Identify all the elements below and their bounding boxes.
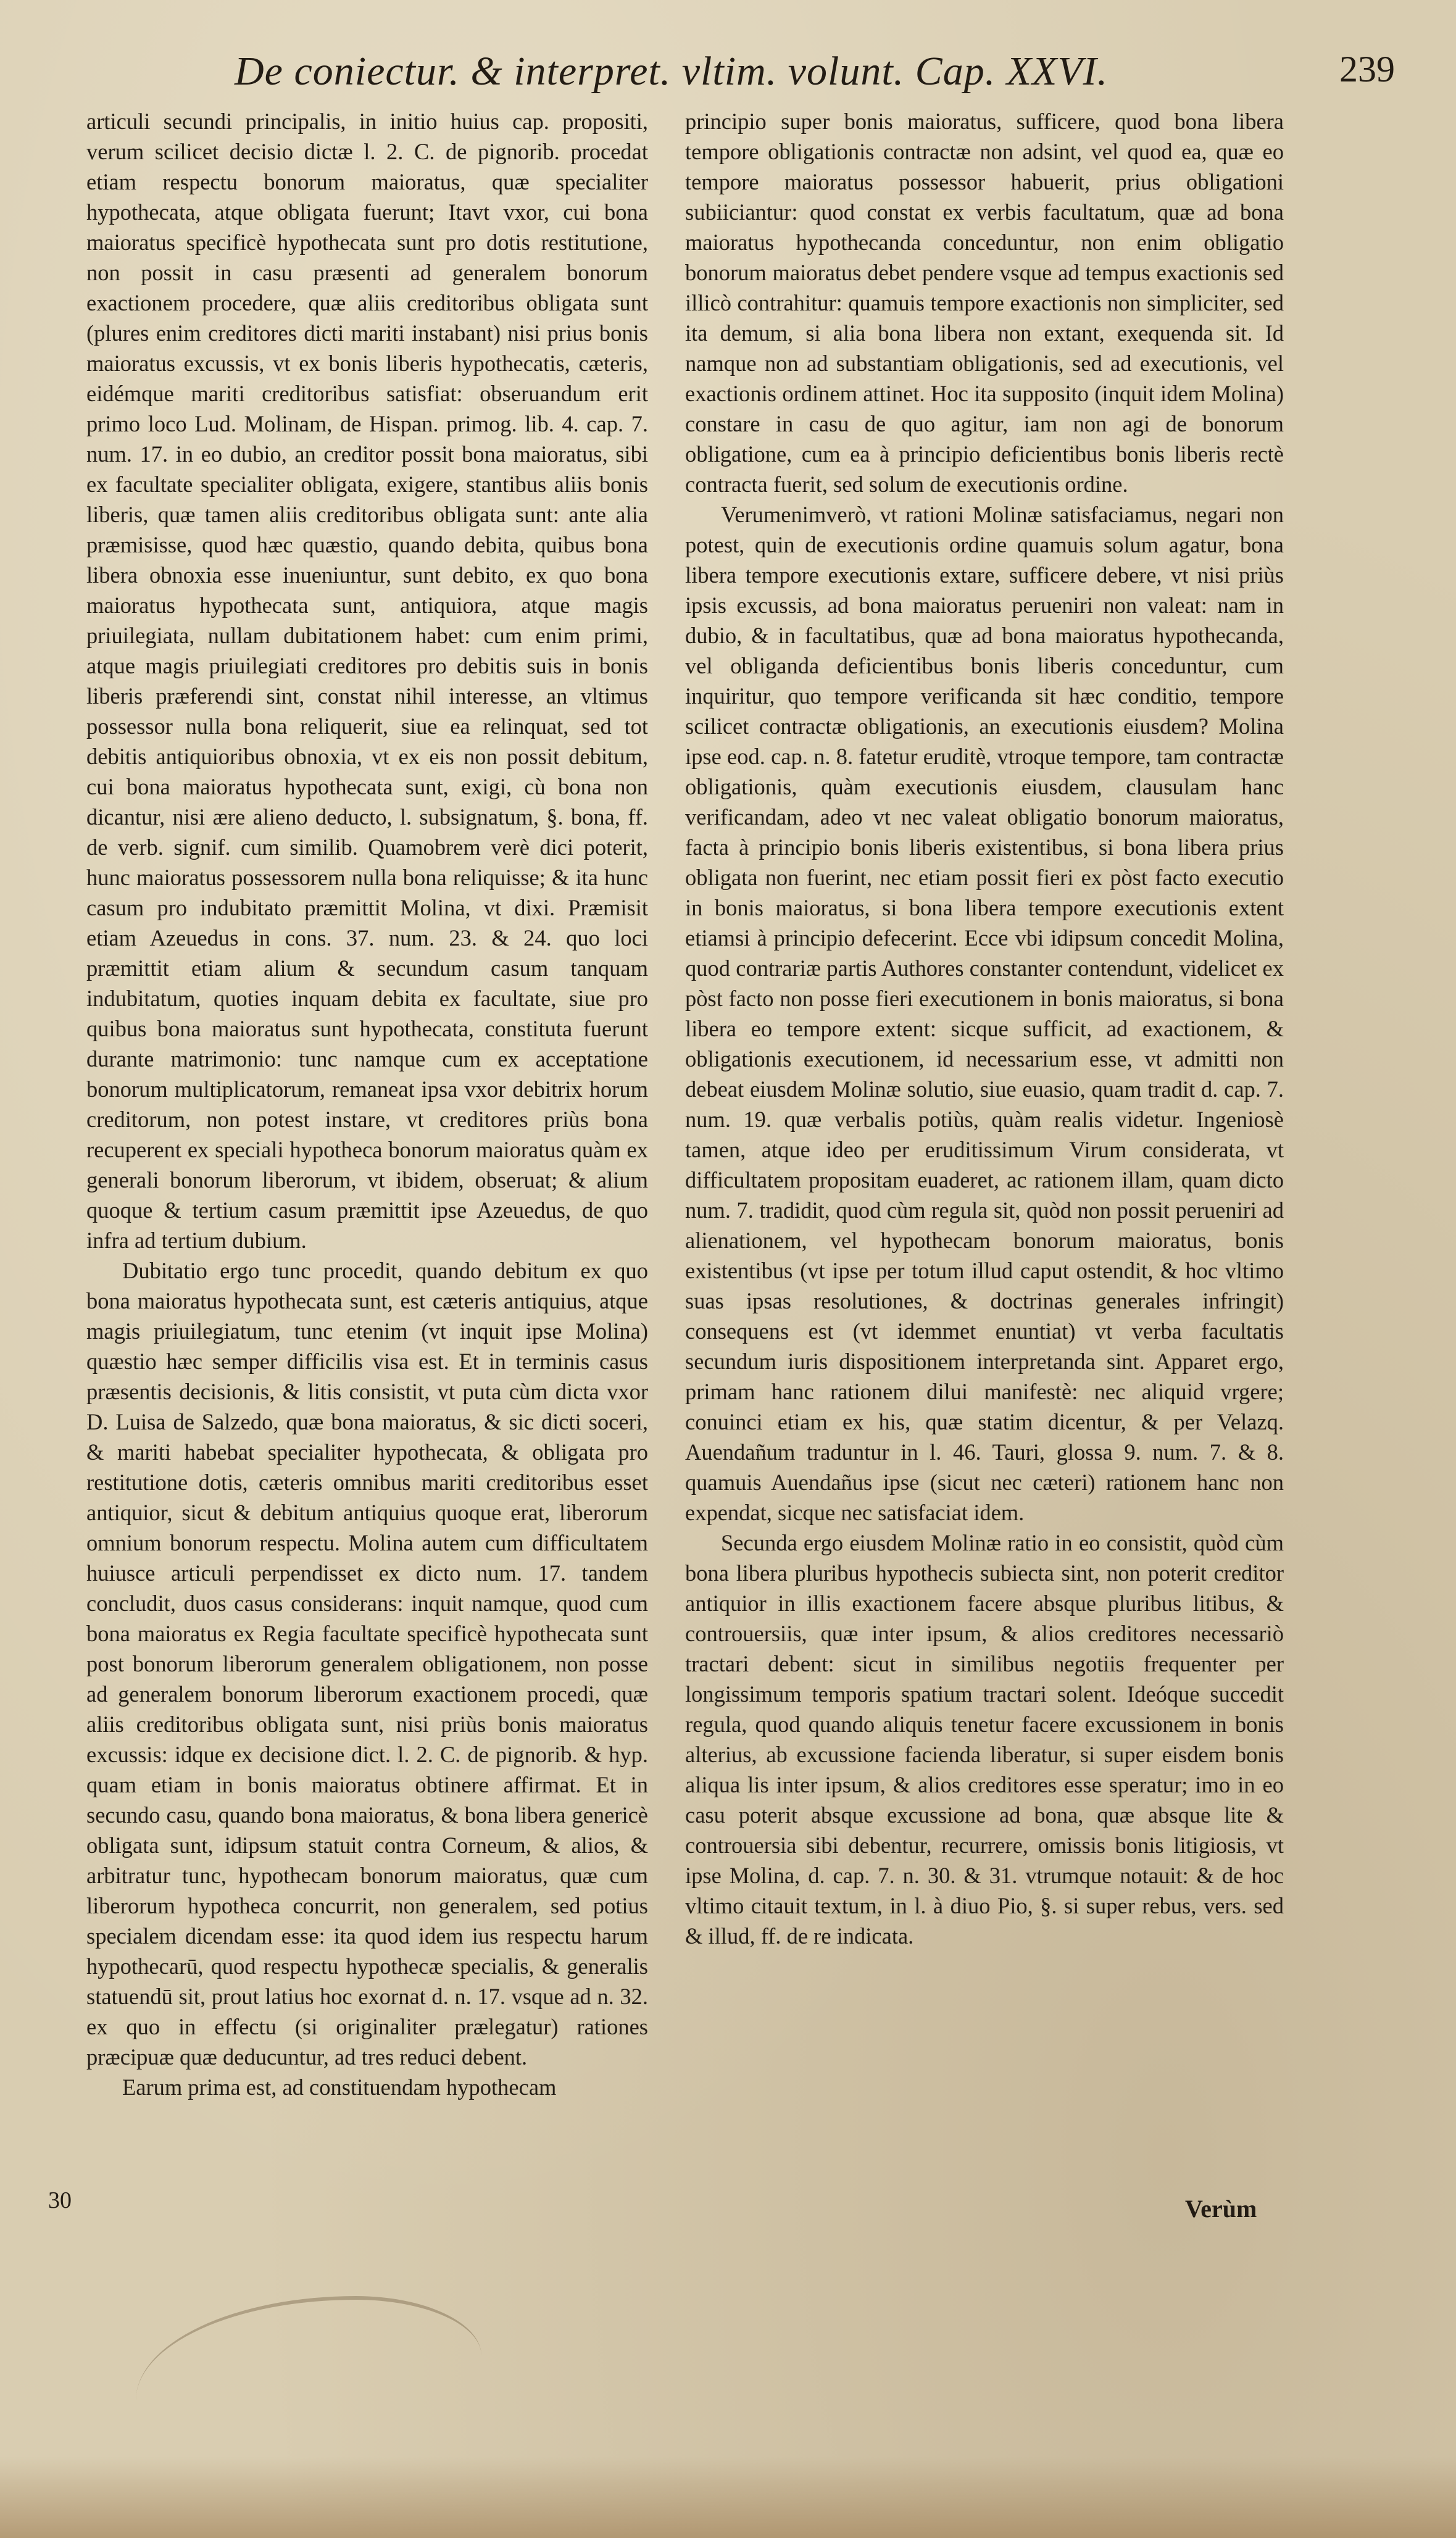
paper-damage-mark [136, 2296, 481, 2460]
paragraph: principio super bonis maioratus, sufficere, quod bona libera tempore obligationis contractæ non adsint, vel quod ea, quæ eo tempore maioratus possessor habuerit, prius obligationi subiiciantur: quod constat ex verbis facultatum, quæ ad bona maioratus hypothecanda conceduntur, non enim obligatio bonorum maioratus debet pendere vsque ad tempus exactionis sed illicò contrahitur: quamuis tempore exactionis non simpliciter, sed ita demum, si alia bona libera non extant, exequenda sit. Id namque non ad substantiam obligationis, sed ad executionis, vel exactionis ordinem attinet. Hoc ita supposito (inquit idem Molina) constare in casu de quo agitur, iam non agi de bonorum obligatione, cum ea à principio deficientibus bonis liberis rectè contracta fuerit, sed solum de executionis ordine. [685, 109, 1284, 497]
catchword: Verùm [1185, 2195, 1257, 2223]
running-header [235, 43, 1395, 99]
paragraph: Verumenimverò, vt rationi Molinæ satisfaciamus, negari non potest, quin de executionis ordine quamuis solum agatur, bona libera tempore executionis extare, sufficere debere, vt nisi priùs ipsis excussis, ad bona maioratus perueniri non valeat: nam in dubio, & in facultatibus, quæ ad bona maioratus hypothecanda, vel obliganda deficientibus bonis liberis conceduntur, cum inquiritur, quo tempore verificanda sit hæc conditio, tempore scilicet contractæ obligationis, an executionis eiusdem? Molina ipse eod. cap. n. 8. fatetur eruditè, vtroque tempore, tam contractæ obligationis, quàm executionis eiusdem, clausulam hanc verificandam, adeo vt nec valeat obligatio bonorum maioratus, facta à principio bonis liberis existentibus, si bona libera prius obligata non fuerint, nec etiam possit fieri ex pòst facto executio in bonis maioratus, si bona libera tempore executionis extent etiamsi à principio defecerint. Ecce vbi idipsum concedit Molina, quod contrariæ partis Authores constanter contendunt, videlicet ex pòst facto non posse fieri executionem in bonis maioratus, si bona libera eo tempore extent: sicque sufficit, ad exactionem, & obligationis executionem, id necessarium esse, vt admitti non debeat eiusdem Molinæ solutio, siue euasio, quam tradit d. cap. 7. num. 19. quæ verbalis potiùs, quàm realis videtur. Ingeniosè tamen, atque ideo per eruditissimum Virum considerata, vt difficultatem propositam euaderet, ac rationem illam, quam dicto num. 7. tradidit, quod cùm regula sit, quòd non possit perueniri ad alienationem, vel hypothecam bonorum maioratus, bonis existentibus (vt ipse per totum illud caput ostendit, & hoc vltimo suas ipsas resolutiones, & doctrinas generales infringit) consequens est (vt idemmet enuntiat) vt verba facultatis secundum iuris dispositionem interpretanda sint. Apparet ergo, primam hanc rationem dilui manifestè: nec aliquid vrgere; conuinci etiam ex his, quæ statim dicentur, & per Velazq. Auendañum traduntur in l. 46. Tauri, glossa 9. num. 7. & 8. quamuis Auendañus ipse (sicut nec cæteri) rationem hanc non expendat, sicque nec satisfaciat idem. [685, 502, 1284, 1525]
left-column [86, 106, 648, 2217]
margin-line-number: 30 [48, 2187, 72, 2213]
paragraph: Earum prima est, ad constituendam hypothecam [122, 2074, 557, 2100]
paper-edge-stain [0, 2457, 1456, 2538]
paragraph: articuli secundi principalis, in initio huius cap. propositi, verum scilicet decisio dictæ l. 2. C. de pignorib. procedat etiam respectu bonorum maioratus, quæ specialiter hypothecata, atque obligata fuerunt; Itavt vxor, cui bona maioratus specificè hypothecata sunt pro dotis restitutione, non possit in casu præsenti ad generalem bonorum exactionem procedere, quæ aliis creditoribus obligata sunt (plures enim creditores dicti mariti instabant) nisi prius bonis maioratus excussis, vt ex bonis liberis hypothecatis, cæteris, eidémque mariti creditoribus satisfiat: obseruandum erit primo loco Lud. Molinam, de Hispan. primog. lib. 4. cap. 7. num. 17. in eo dubio, an creditor possit bona maioratus, sibi ex facultate specialiter obligata, exigere, stantibus aliis bonis liberis, quæ tamen aliis creditoribus obligata sunt: ante alia præmisisse, quod hæc quæstio, quando debita, quibus bona libera obnoxia esse inueniuntur, sunt debito, ex quo bona maioratus hypothecata sunt, antiquiora, atque magis priuilegiata, nullam dubitationem habet: cum enim primi, atque magis priuilegiati creditores pro debitis suis in bonis liberis præferendi sint, constat nihil interesse, an vltimus possessor nulla bona reliquerit, siue ea relinquat, sed tot debitis antiquioribus obnoxia, vt ex eis non possit debitum, cui bona maioratus hypothecata sunt, exigi, cù bona non dicantur, nisi ære alieno deducto, l. subsignatum, §. bona, ff. de verb. signif. cum similib. Quamobrem verè dici poterit, hunc maioratus possessorem nulla bona reliquisse; & ita hunc casum pro indubitato præmittit Molina, vt dixi. Præmisit etiam Azeuedus in cons. 37. num. 23. & 24. quo loci præmittit etiam alium & secundum casum tanquam indubitatum, quoties inquam debita ex facultate, siue pro quibus bona maioratus sunt hypothecata, constituta fuerunt durante matrimonio: tunc namque cum ex acceptatione bonorum multiplicatorum, remaneat ipsa vxor debitrix horum creditorum, non potest instare, vt creditores priùs bona recuperent ex speciali hypotheca bonorum maioratus quàm ex generali bonorum liberorum, vt ibidem, obseruat; & alium quoque & tertium casum præmittit ipse Azeuedus, de quo infra ad tertium dubium. [86, 109, 648, 1253]
paragraph: Secunda ergo eiusdem Molinæ ratio in eo consistit, quòd cùm bona libera pluribus hypothecis subiecta sint, non poterit creditor antiquior in illis exactionem facere absque pluribus litibus, & controuersiis, quæ inter ipsum, & alios creditores necessariò tractari debent: sicut in similibus negotiis frequenter per longissimum temporis spatium tractari solent. Ideóque succedit regula, quod quando aliquis tenetur facere excussionem in bonis alterius, ab excussione facienda liberatur, si super eisdem bonis aliqua lis inter ipsum, & alios creditores esse speratur; imo in eo casu poterit absque excussione ad bona, quæ absque lite & controuersia sibi debentur, recurrere, omissis bonis litigiosis, vt ipse Molina, d. cap. 7. n. 30. & 31. vtrumque notauit: & de hoc vltimo citauit textum, in l. à diuo Pio, §. si super rebus, vers. sed & illud, ff. de re indicata. [685, 1530, 1284, 1949]
paragraph: Dubitatio ergo tunc procedit, quando debitum ex quo bona maioratus hypothecata sunt, est cæteris antiquius, atque magis priuilegiatum, tunc etenim (vt inquit ipse Molina) quæstio hæc semper difficilis visa est. Et in terminis casus præsentis decisionis, & litis consistit, vt puta cùm dicta vxor D. Luisa de Salzedo, quæ bona maioratus, & sic dicti soceri, & mariti habebat specialiter hypothecata, & obligata pro restitutione dotis, cæteris omnibus mariti creditoribus esset antiquior, sicut & debitum antiquius quoque erat, liberorum omnium bonorum respectu. Molina autem cum difficultatem huiusce articuli perpendisset ex dicto num. 17. tandem concludit, duos casus considerans: inquit namque, quod cum bona maioratus ex Regia facultate specificè hypothecata sunt post bonorum liberorum generalem obligationem, non posse ad generalem bonorum liberorum exactionem procedi, quæ aliis creditoribus obligata sunt, nisi priùs bonis maioratus excussis: idque ex decisione dict. l. 2. C. de pignorib. & hyp. quam etiam in bonis maioratus obtinere affirmat. Et in secundo casu, quando bona maioratus, & bona libera genericè obligata sunt, idipsum statuit contra Corneum, & alios, & arbitratur tunc, hypothecam bonorum maioratus, quæ cum liberorum hypotheca concurrit, non generalem, sed potius specialem dicendam esse: ita quod idem ius respectu harum hypothecarū, quod respectu hypothecæ specialis, & generalis statuendū sit, prout latius hoc exornat d. n. 17. vsque ad n. 32. ex quo in effectu (si originaliter prælegatur) rationes præcipuæ quæ deducuntur, ad tres reduci debent. [86, 1258, 648, 2070]
right-column [685, 106, 1284, 2143]
page-number: 239 [1339, 49, 1395, 89]
running-title: De coniectur. & interpret. vltim. volunt. Cap. XXVI. [235, 49, 1109, 94]
